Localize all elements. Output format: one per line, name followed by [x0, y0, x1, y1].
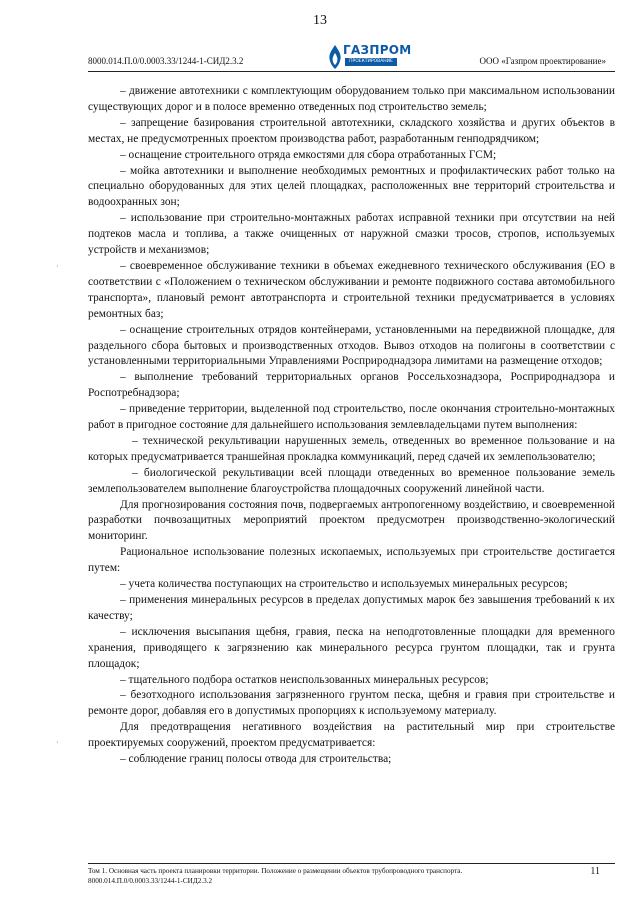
paragraph: – технической рекультивации нарушенных земель, отведенных во временное пользование и на которых предусматривается траншейная прокладка коммуникаций, перед сдачей их землепользователю;	[88, 434, 615, 463]
header-organization: ООО «Газпром проектирование»	[479, 56, 606, 66]
document-body	[88, 84, 615, 768]
gazprom-logo	[325, 42, 412, 70]
footer-title: Том 1. Основная часть проекта планировки территории. Положение о размещении объектов трубопроводного транспорта.	[88, 867, 463, 875]
paragraph: – безотходного использования загрязненного грунтом песка, щебня и гравия при строительстве и ремонте дорог, добавляя его в допустимых пропорциях к используемому материалу.	[88, 689, 615, 718]
logo-wordmark: ГАЗПРОМ	[343, 43, 412, 57]
footer-text	[88, 867, 558, 886]
header-divider	[88, 71, 615, 72]
paragraph: – приведение территории, выделенной под строительство, после окончания строительно-монтажных работ в пригодное состояние для дальнейшего использования землевладельцами путем выполнения:	[88, 403, 615, 432]
footer-doc-code: 8000.014.П.0/0.0003.33/1244-1-СИД2.3.2	[88, 876, 213, 885]
paragraph: – выполнение требований территориальных органов Россельхознадзора, Росприроднадзора и Роспотребнадзора;	[88, 371, 615, 400]
paragraph: – использование при строительно-монтажных работах исправной техники при отсутствии на ней подтеков масла и топлива, а также очищенных от наружной смазки тросов, стропов, используемых устройств и механизмов;	[88, 212, 615, 257]
margin-mark: ·	[56, 738, 59, 747]
footer-divider	[88, 863, 615, 864]
paragraph: – применения минеральных ресурсов в пределах допустимых марок без завышения требований к их качеству;	[88, 594, 615, 622]
paragraph: Для прогнозирования состояния почв, подвергаемых антропогенному воздействию, и своевременной разработки почвозащитных мероприятий проектом предусмотрен производственно-экологический мониторинг.	[88, 498, 615, 543]
paragraph: – учета количества поступающих на строительство и используемых минеральных ресурсов;	[120, 578, 568, 591]
paragraph: – движение автотехники с комплектующим оборудованием только при максимальном использовании существующих дорог и в полосе временно отведенных под строительство земель;	[88, 85, 615, 113]
paragraph: – мойка автотехники и выполнение необходимых ремонтных и профилактических работ только на специально оборудованных для этих целей площадках, расположенных вне территорий строительства и водоохранных зон;	[88, 164, 615, 209]
paragraph: Для предотвращения негативного воздействия на растительный мир при строительстве проектируемых сооружений, проектом предусматривается:	[88, 721, 615, 750]
paragraph: – биологической рекультивации всей площади отведенных во временное пользование земель землепользователем выполнение благоустройства площадочных сооружений линейной части.	[88, 466, 615, 495]
paragraph: – исключения высыпания щебня, гравия, песка на неподготовленные площадки для временного хранения, приводящего к загрязнению как минерального ресурса грунтом площадки, так и грунта площадок;	[88, 625, 615, 670]
margin-mark: ·	[56, 262, 59, 271]
footer-page-number: 11	[590, 866, 600, 877]
paragraph: – запрещение базирования строительной автотехники, складского хозяйства и других объектов в местах, не предусмотренных проектом производства работ, разработанным генподрядчиком;	[88, 116, 615, 145]
logo-subtitle: ПРОЕКТИРОВАНИЕ	[345, 58, 397, 66]
paragraph: – своевременное обслуживание техники в объемах ежедневного технического обслуживания (ЕО в соответствии с «Положением о техническом обслуживании и ремонте подвижного состава автомобильного транспорта», плановый ремонт автотранспорта и строительной техники предусматривается в условиях ремонтных баз;	[88, 259, 615, 320]
paragraph: Рациональное использование полезных ископаемых, используемых при строительстве достигается путем:	[88, 546, 615, 575]
header-doc-code: 8000.014.П.0/0.0003.33/1244-1-СИД2.3.2	[88, 56, 244, 66]
flame-icon	[325, 44, 345, 70]
paragraph: – соблюдение границ полосы отвода для строительства;	[120, 753, 392, 766]
paragraph: – оснащение строительного отряда емкостями для сбора отработанных ГСМ;	[120, 148, 497, 161]
page-number: 13	[313, 13, 327, 28]
paragraph: – оснащение строительных отрядов контейнерами, установленными на передвижной площадке, для раздельного сбора бытовых и производственных отходов. Вывоз отходов на полигоны в соответствии с установленными территориальными Управлениями Росприроднадзора лимитами на размещение отходов;	[88, 323, 615, 368]
paragraph: – тщательного подбора остатков неиспользованных минеральных ресурсов;	[120, 673, 489, 686]
